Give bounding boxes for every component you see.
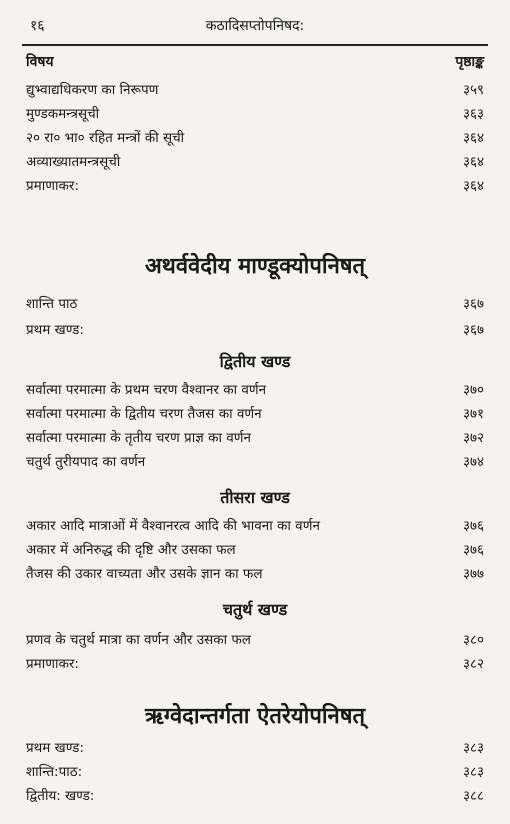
toc-entry-page: ३७७ (462, 566, 484, 582)
toc-entry (26, 128, 484, 150)
toc-entry-page: ३६४ (462, 178, 484, 194)
toc-entry-text: प्रथम खण्ड: (26, 740, 84, 756)
toc-entry-page: ३७६ (462, 542, 484, 558)
toc-entry-page: ३७१ (462, 406, 484, 422)
running-title: कठादिसप्तोपनिषद: (205, 18, 305, 34)
toc-entry (26, 152, 484, 174)
toc-entry-page: ३६४ (462, 154, 484, 170)
toc-entry-page: ३६४ (462, 130, 484, 146)
toc-entry-text: प्रमाणाकर: (26, 178, 79, 194)
toc-entry-text: तैजस की उकार वाच्यता और उसके ज्ञान का फल (26, 566, 263, 582)
toc-entry-text: अकार में अनिरुद्ध की दृष्टि और उसका फल (26, 542, 236, 558)
toc-entry-text: सर्वात्मा परमात्मा के प्रथम चरण वैश्वानर का वर्णन (26, 382, 267, 398)
toc-entry-text: सर्वात्मा परमात्मा के तृतीय चरण प्राज्ञ का वर्णन (26, 430, 252, 446)
toc-entry-text: शान्ति पाठ (26, 296, 78, 312)
toc-entry-page: ३७६ (462, 518, 484, 534)
page-number: १६ (30, 18, 45, 34)
toc-entry (26, 404, 484, 426)
toc-entry-text: प्रथम खण्ड: (26, 322, 84, 338)
toc-entry-page: ३८८ (462, 788, 484, 804)
column-headings (26, 52, 484, 74)
toc-entry-text: सर्वात्मा परमात्मा के द्वितीय चरण तैजस का वर्णन (26, 406, 262, 422)
toc-entry-page: ३६७ (462, 322, 484, 338)
khand-heading: चतुर्थ खण्ड (222, 600, 288, 619)
page-column-heading: पृष्ठाङ्क (455, 54, 484, 70)
running-header (22, 8, 488, 36)
khand-heading: द्वितीय खण्ड (219, 352, 291, 371)
toc-entry-text: अकार आदि मात्राओं में वैश्वानरत्व आदि की भावना का वर्णन (26, 518, 320, 534)
toc-entry (26, 380, 484, 402)
toc-entry (26, 104, 484, 126)
toc-entry (26, 452, 484, 474)
toc-entry (26, 540, 484, 562)
toc-entry-text: मुण्डकमन्त्रसूची (26, 106, 100, 122)
toc-entry-page: ३८२ (462, 656, 484, 672)
toc-entry (26, 428, 484, 450)
toc-entry-text: २० रा० भा० रहित मन्त्रों की सूची (26, 130, 185, 146)
toc-entry-page: ३८० (462, 632, 484, 648)
toc-entry (26, 516, 484, 538)
upanishad-title: ऋग्वेदान्तर्गता ऐतरेयोपनिषत् (145, 704, 365, 729)
toc-entry (26, 786, 484, 808)
upanishad-title: अथर्ववेदीय माण्डूक्योपनिषत् (144, 254, 366, 279)
toc-entry-text: अव्याख्यातमन्त्रसूची (26, 154, 121, 170)
toc-entry (26, 738, 484, 760)
toc-entry-text: द्युभ्वाद्यधिकरण का निरूपण (26, 82, 159, 98)
toc-entry-text: शान्ति:पाठ: (26, 764, 83, 780)
toc-entry (26, 80, 484, 102)
toc-entry-page: ३६७ (462, 296, 484, 312)
toc-entry-text: प्रणव के चतुर्थ मात्रा का वर्णन और उसका फल (26, 632, 251, 648)
toc-entry (26, 762, 484, 784)
toc-entry (26, 176, 484, 198)
toc-entry (26, 654, 484, 676)
toc-entry-text: प्रमाणाकर: (26, 656, 79, 672)
toc-entry (26, 630, 484, 652)
toc-entry-page: ३६३ (462, 106, 484, 122)
toc-entry-page: ३७० (462, 382, 484, 398)
toc-entry (26, 320, 484, 342)
toc-entry-text: चतुर्थ तुरीयपाद का वर्णन (26, 454, 146, 470)
khand-heading: तीसरा खण्ड (220, 488, 290, 507)
toc-entry (26, 294, 484, 316)
header-rule (22, 44, 488, 46)
toc-entry-text: द्वितीय: खण्ड: (26, 788, 95, 804)
subject-column-heading: विषय (26, 54, 54, 70)
toc-entry-page: ३८३ (462, 764, 484, 780)
toc-entry-page: ३५९ (462, 82, 484, 98)
toc-entry (26, 564, 484, 586)
toc-entry-page: ३८३ (462, 740, 484, 756)
toc-entry-page: ३७४ (462, 454, 484, 470)
toc-entry-page: ३७२ (462, 430, 484, 446)
